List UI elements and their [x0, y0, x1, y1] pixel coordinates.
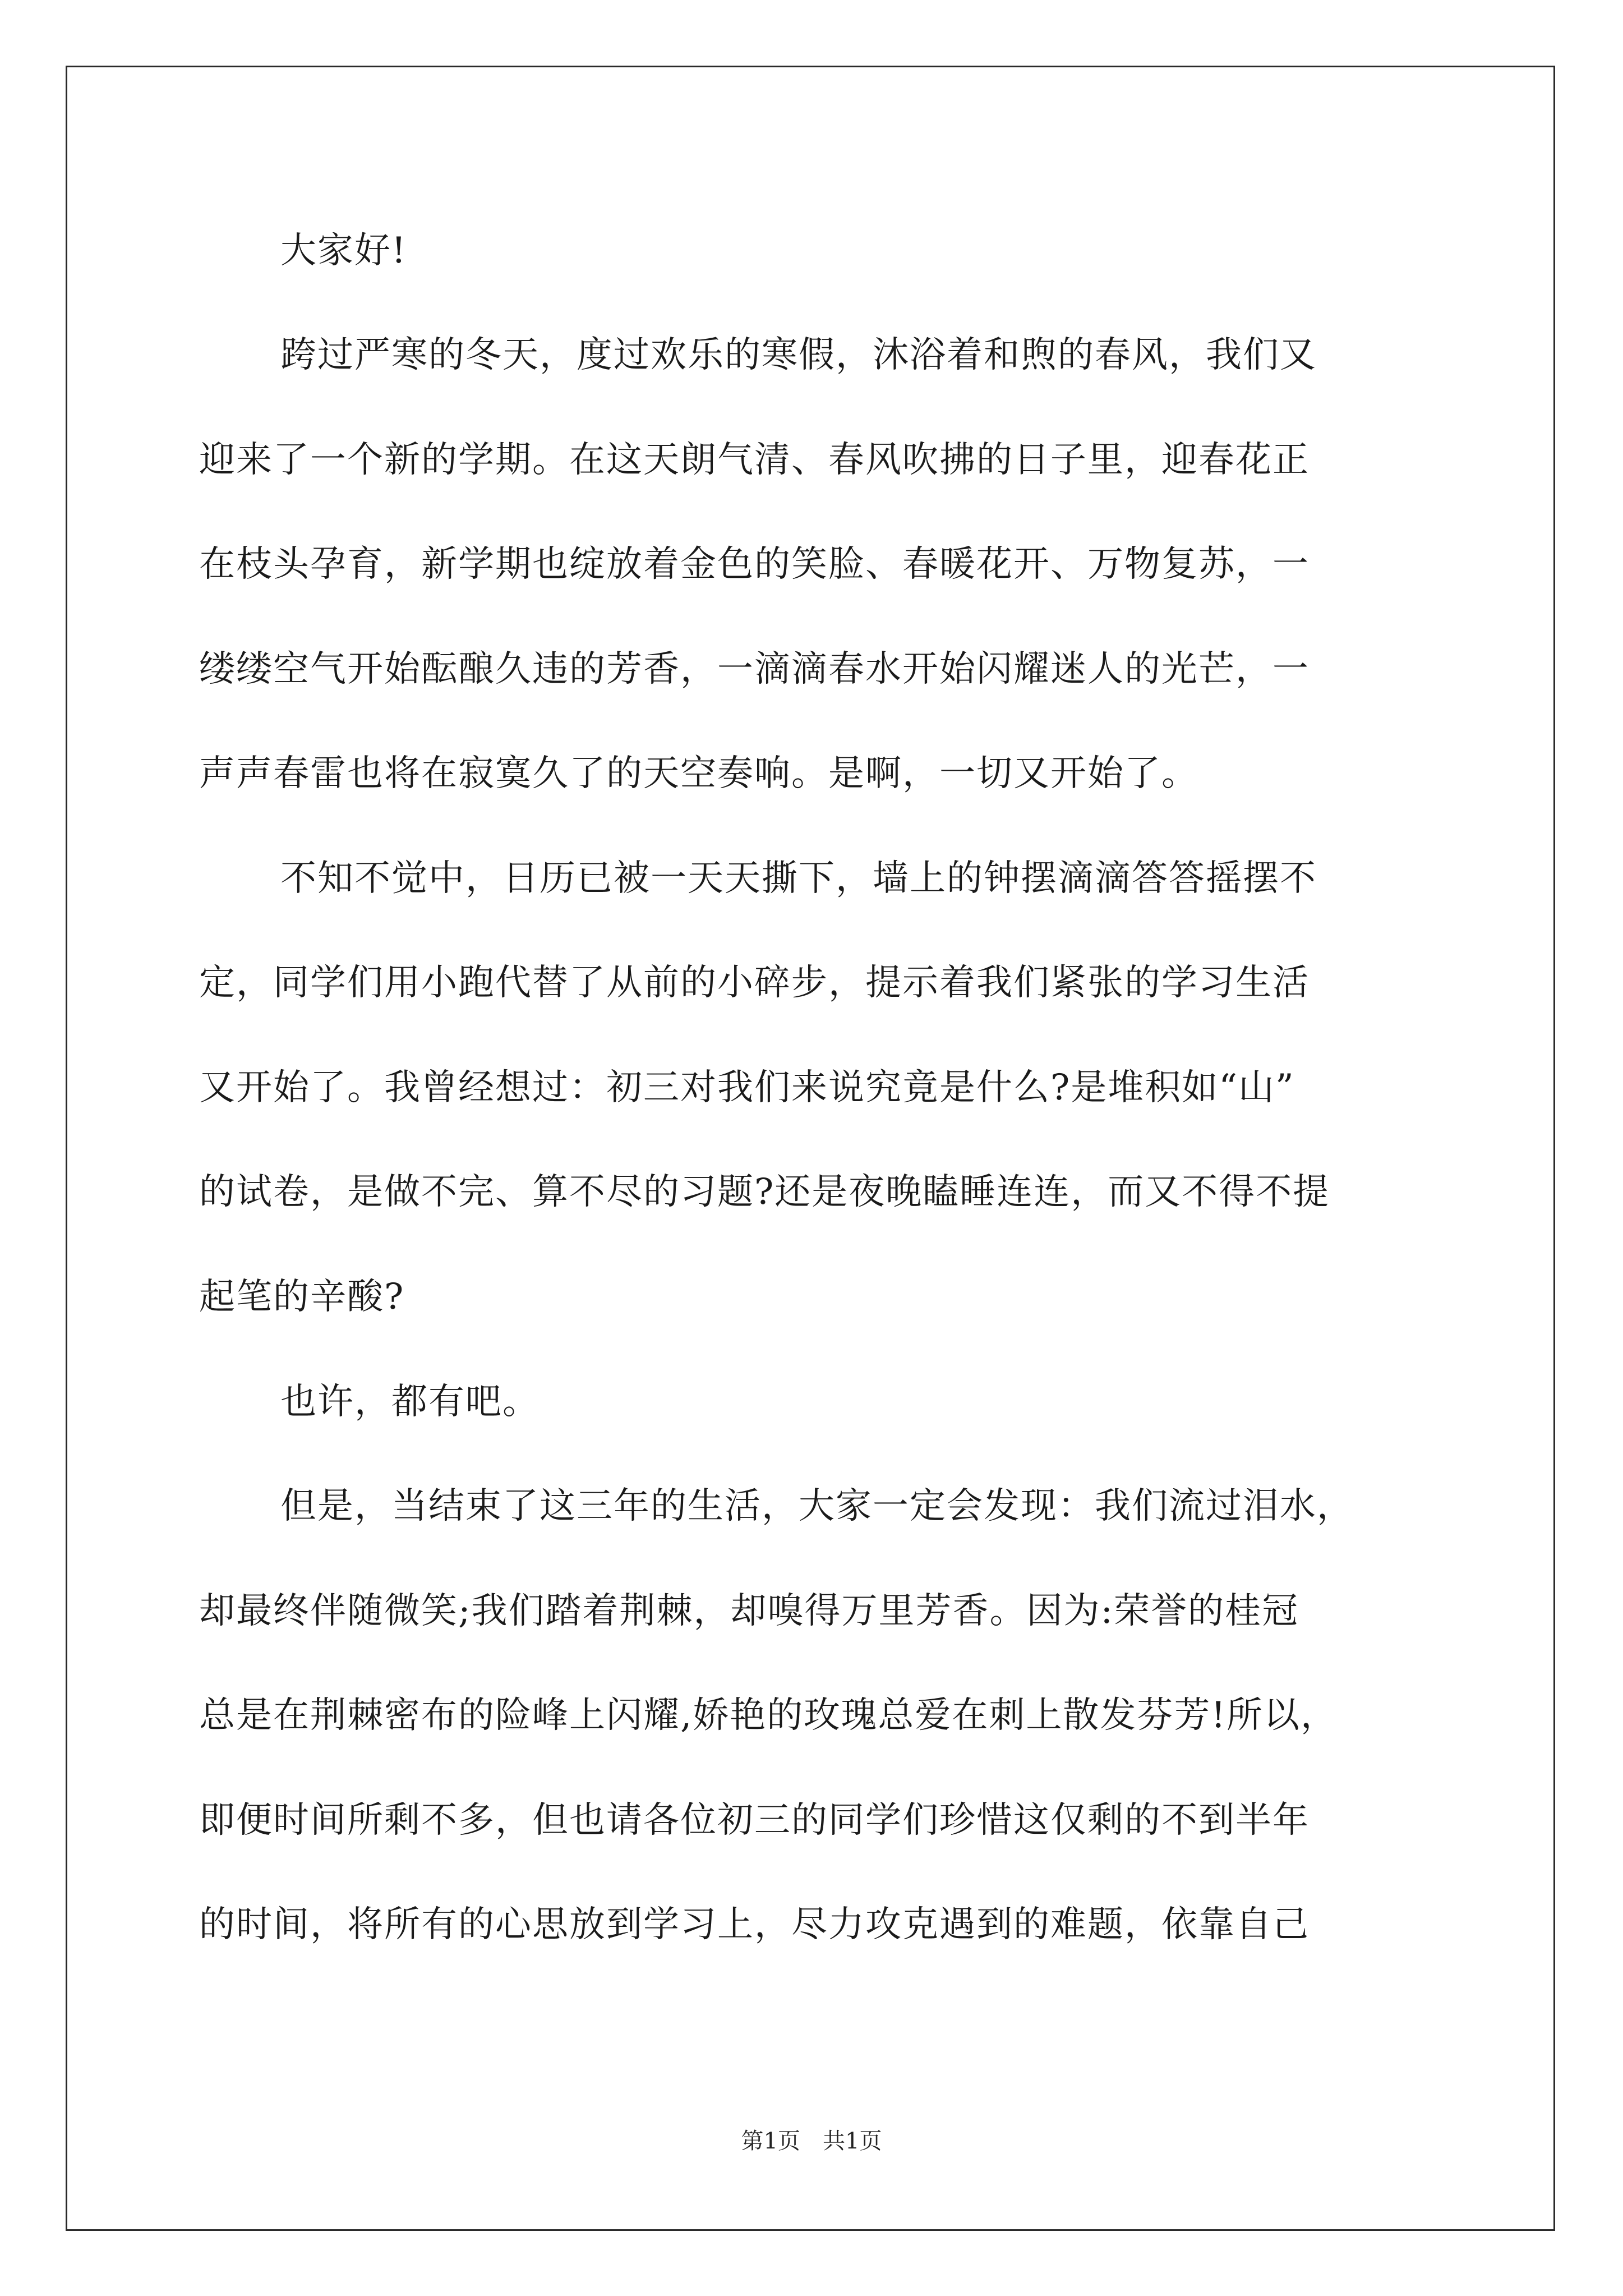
- text-line: 缕缕空气开始酝酿久违的芳香，一滴滴春水开始闪耀迷人的光芒，一: [199, 648, 1310, 690]
- text-line: 的试卷，是做不完、算不尽的习题?还是夜晚瞌睡连连，而又不得不提: [199, 1171, 1330, 1213]
- text-line: 不知不觉中，日历已被一天天撕下，墙上的钟摆滴滴答答摇摆不: [280, 858, 1317, 899]
- page-number-footer: 第1页 共1页: [741, 2128, 882, 2154]
- text-line: 即便时间所剩不多，但也请各位初三的同学们珍惜这仅剩的不到半年: [199, 1800, 1310, 1841]
- text-line: 也许，都有吧。: [280, 1381, 540, 1423]
- text-line: 声声春雷也将在寂寞久了的天空奏响。是啊，一切又开始了。: [199, 753, 1198, 794]
- text-line: 在枝头孕育，新学期也绽放着金色的笑脸、春暖花开、万物复苏，一: [199, 544, 1310, 585]
- text-line: 的时间，将所有的心思放到学习上，尽力攻克遇到的难题，依靠自己: [199, 1904, 1310, 1945]
- text-line: 起笔的辛酸?: [199, 1276, 405, 1318]
- text-line: 迎来了一个新的学期。在这天朗气清、春风吹拂的日子里，迎春花正: [199, 439, 1310, 481]
- text-line: 跨过严寒的冬天，度过欢乐的寒假，沐浴着和煦的春风，我们又: [280, 334, 1317, 376]
- text-line: 大家好!: [280, 230, 407, 272]
- text-line: 又开始了。我曾经想过：初三对我们来说究竟是什么?是堆积如“山”: [199, 1067, 1295, 1108]
- text-line: 却最终伴随微笑;我们踏着荆棘，却嗅得万里芳香。因为:荣誉的桂冠: [199, 1590, 1299, 1632]
- text-line: 定，同学们用小跑代替了从前的小碎步，提示着我们紧张的学习生活: [199, 962, 1310, 1004]
- text-line: 总是在荆棘密布的险峰上闪耀,娇艳的玫瑰总爱在刺上散发芬芳!所以，: [199, 1695, 1338, 1736]
- text-line: 但是，当结束了这三年的生活，大家一定会发现：我们流过泪水，: [280, 1485, 1354, 1527]
